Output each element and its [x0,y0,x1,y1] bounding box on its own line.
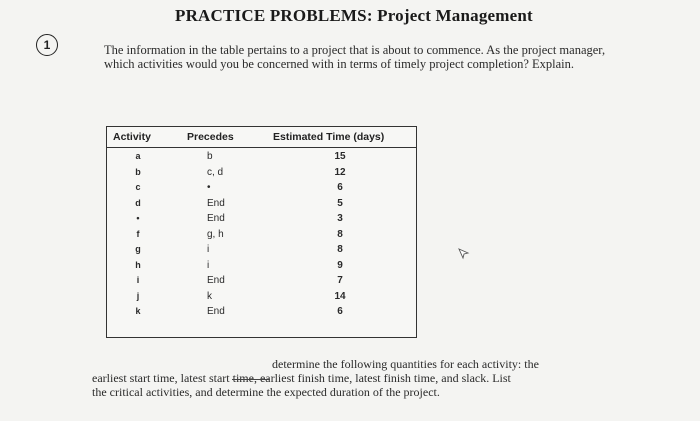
fill-in-blank [232,378,270,380]
problem-number [36,34,58,56]
precedes-cell: i [207,244,210,255]
time-cell: 14 [334,290,346,302]
table-body [107,150,416,321]
precedes-cell: End [207,306,225,317]
table-header [107,127,416,148]
activity-cell: f [136,228,140,239]
time-cell: 12 [334,166,346,178]
time-cell: 8 [337,228,343,240]
precedes-cell: End [207,213,225,224]
precedes-cell: g, h [207,228,224,240]
precedes-cell: k [207,290,212,302]
table-row [107,212,416,228]
precedes-cell: b [207,151,213,162]
precedes-cell: • [207,182,211,193]
activity-table [106,126,417,338]
table-row [107,228,416,244]
activity-cell: d [135,197,141,208]
table-row [107,290,416,306]
instructions-paragraph [92,357,612,399]
table-row [107,166,416,182]
activity-cell: i [136,275,140,285]
table-row [107,150,416,166]
instructions-line-1: determine the following quantities for each activity: the [272,357,539,371]
precedes-cell: i [207,259,210,271]
precedes-cell: c, d [207,166,224,178]
table-row [107,274,416,290]
activity-cell: h [135,259,141,270]
activity-cell: k [135,306,141,316]
problem-number-label: 1 [43,38,51,52]
table-row [107,197,416,213]
activity-cell: b [135,166,141,177]
activity-cell: j [136,290,140,301]
time-cell: 6 [337,306,343,317]
header-precedes: Precedes [187,131,234,143]
instructions-line-3: the critical activities, and determine the expected duration of the project. [92,385,440,399]
instructions-line-2: earliest start time, latest start time, earliest finish time, latest finish time, and slack. List [92,371,511,385]
activity-cell: c [135,182,141,192]
table-row [107,181,416,197]
table-row [107,305,416,321]
precedes-cell: End [207,197,225,209]
activity-cell: g [135,244,141,254]
header-activity: Activity [113,131,151,143]
time-cell: 9 [337,259,343,271]
page-title: PRACTICE PROBLEMS: Project Management [175,6,533,25]
time-cell: 5 [337,197,343,209]
table-row [107,243,416,259]
activity-cell: • [136,213,140,223]
activity-cell: a [135,151,141,161]
mouse-cursor-icon [458,248,470,260]
header-estimated-time: Estimated Time (days) [273,131,385,143]
intro-paragraph: The information in the table pertains to a project that is about to commence. As the project manager, which activities would you be concerned with in terms of timely project completion? Explain. [104,43,606,71]
time-cell: 3 [337,213,343,224]
time-cell: 15 [334,151,346,162]
precedes-cell: End [207,275,225,286]
time-cell: 8 [337,244,343,255]
time-cell: 6 [337,182,343,193]
time-cell: 7 [337,275,343,286]
table-row [107,259,416,275]
